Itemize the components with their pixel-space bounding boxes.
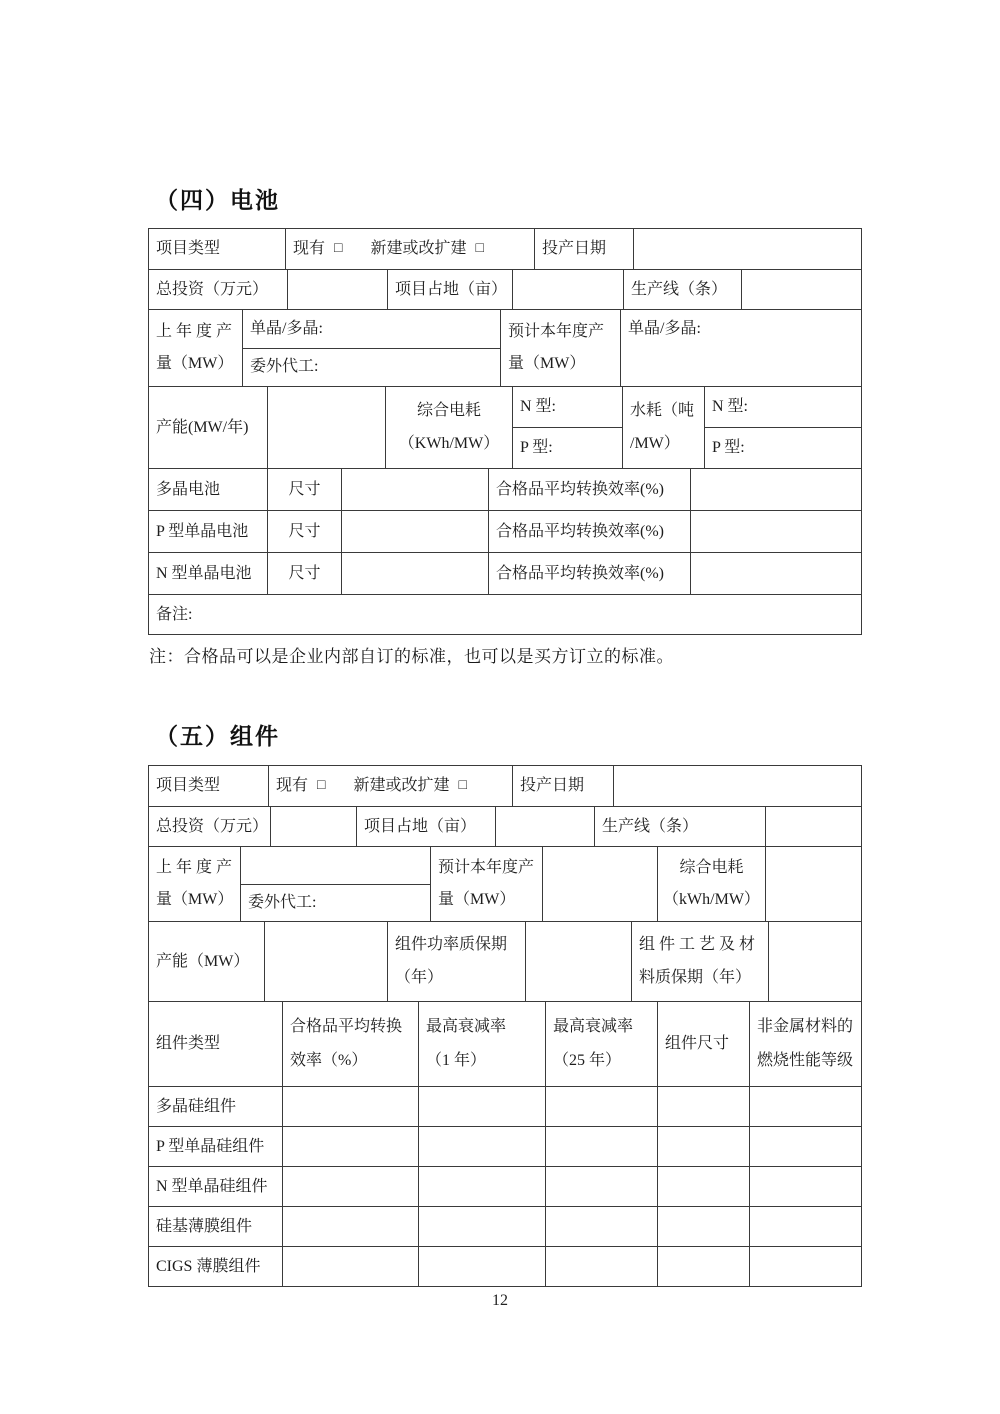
b-size-label: 尺寸 — [267, 469, 341, 510]
b-mono-multi-field: 单晶/多晶: — [250, 319, 323, 337]
m-row-thin-film-si — [149, 1206, 861, 1246]
m-module-type-name: P 型单晶硅组件 — [156, 1137, 265, 1155]
m-header-degradation-25yr: 最高衰减率 （25 年） — [545, 1002, 657, 1086]
m-power-warranty-value-cell — [525, 922, 631, 1001]
m-existing-checkbox-icon: □ — [317, 778, 326, 794]
m-header-fire-rating: 非金属材料的 燃烧性能等级 — [749, 1002, 861, 1086]
m-deg1-value-cell — [418, 1087, 545, 1126]
m-eff-value-cell — [282, 1127, 418, 1166]
m-power-warranty-label: 组件功率质保期 （年） — [387, 922, 525, 1001]
m-row-capacity — [149, 921, 861, 1001]
b-row-remark — [149, 594, 861, 634]
m-energy-value-cell — [765, 847, 861, 921]
m-production-lines-label: 生产线（条） — [594, 807, 765, 846]
m-eff-value-cell — [282, 1207, 418, 1246]
b-efficiency-label: 合格品平均转换效率(%) — [488, 511, 690, 552]
m-module-type-name: 硅基薄膜组件 — [156, 1217, 253, 1235]
m-header-degradation-1yr: 最高衰减率 （1 年） — [418, 1002, 545, 1086]
m-module-type-name: 多晶硅组件 — [156, 1097, 237, 1115]
m-material-warranty-value-cell — [768, 922, 861, 1001]
b-outsourcing-field: 委外代工: — [243, 348, 500, 387]
b-efficiency-value-cell — [690, 553, 861, 594]
m-deg25-value-cell — [545, 1167, 657, 1206]
b-production-lines-value-cell — [741, 270, 861, 309]
m-row-project-type — [149, 766, 861, 806]
b-est-year-output-label: 预计本年度产 量（MW） — [500, 310, 620, 386]
b-size-label: 尺寸 — [267, 511, 341, 552]
page-number: 12 — [492, 1292, 508, 1309]
m-est-year-output-label: 预计本年度产 量（MW） — [430, 847, 542, 921]
b-row-capacity — [149, 386, 861, 468]
m-size-value-cell — [657, 1127, 749, 1166]
m-deg1-value-cell — [418, 1247, 545, 1286]
b-energy-np-cell — [512, 387, 622, 468]
m-size-value-cell — [657, 1247, 749, 1286]
m-prev-year-detail-cell — [240, 847, 430, 921]
b-row-project-type — [149, 229, 861, 269]
m-eff-value-cell — [282, 1087, 418, 1126]
b-existing-checkbox-icon: □ — [334, 241, 343, 257]
b-existing-label: 现有 — [293, 240, 326, 257]
b-row-multi-cell — [149, 468, 861, 510]
m-project-type-options — [268, 766, 512, 806]
m-fire-value-cell — [749, 1207, 861, 1246]
m-production-lines-value-cell — [765, 807, 861, 846]
m-deg1-value-cell — [418, 1127, 545, 1166]
m-energy-consumption-label: 综合电耗 （kWh/MW） — [657, 847, 765, 921]
b-cell-type-name: N 型单晶电池 — [156, 564, 252, 582]
m-capacity-value-cell — [264, 922, 387, 1001]
b-size-value-cell — [341, 469, 488, 510]
b-prev-year-detail-cell — [242, 310, 500, 386]
b-total-investment-label: 总投资（万元） — [156, 280, 269, 298]
m-prev-year-value-subcell — [241, 847, 430, 884]
m-header-type: 组件类型 — [156, 1035, 221, 1052]
m-deg25-value-cell — [545, 1087, 657, 1126]
b-water-consumption-label: 水耗（吨 /MW） — [622, 387, 704, 468]
b-capacity-value-cell — [267, 387, 385, 468]
m-row-p-mono-si — [149, 1126, 861, 1166]
battery-footnote: 注：合格品可以是企业内部自订的标准，也可以是买方订立的标准。 — [149, 647, 674, 666]
m-land-area-value-cell — [495, 807, 594, 846]
m-eff-value-cell — [282, 1247, 418, 1286]
b-row-n-mono-cell — [149, 552, 861, 594]
m-deg25-value-cell — [545, 1127, 657, 1166]
m-deg25-value-cell — [545, 1247, 657, 1286]
m-module-type-name: N 型单晶硅组件 — [156, 1177, 268, 1195]
m-land-area-label: 项目占地（亩） — [356, 807, 495, 846]
b-size-value-cell — [341, 553, 488, 594]
b-water-p-type-field: P 型: — [705, 427, 861, 468]
m-fire-value-cell — [749, 1127, 861, 1166]
m-size-value-cell — [657, 1207, 749, 1246]
b-project-type-label: 项目类型 — [156, 240, 221, 257]
m-row-cigs — [149, 1246, 861, 1286]
m-prev-year-output-label: 上 年 度 产 量（MW） — [156, 859, 234, 908]
b-land-area-value-cell — [512, 270, 623, 309]
m-fire-value-cell — [749, 1247, 861, 1286]
m-production-date-value-cell — [613, 766, 861, 806]
b-est-mono-multi-field: 单晶/多晶: — [620, 310, 861, 386]
m-size-value-cell — [657, 1167, 749, 1206]
m-eff-value-cell — [282, 1167, 418, 1206]
m-total-investment-label: 总投资（万元） — [156, 817, 269, 835]
b-production-date-value-cell — [633, 229, 861, 269]
b-new-expand-checkbox-icon: □ — [475, 241, 484, 257]
m-deg25-value-cell — [545, 1207, 657, 1246]
b-size-value-cell — [341, 511, 488, 552]
battery-table — [148, 228, 862, 635]
m-est-year-value-cell — [542, 847, 657, 921]
m-fire-value-cell — [749, 1087, 861, 1126]
m-deg1-value-cell — [418, 1207, 545, 1246]
m-header-size: 组件尺寸 — [657, 1002, 749, 1086]
m-row-multi-si — [149, 1086, 861, 1126]
b-project-type-options — [285, 229, 534, 269]
b-water-n-type-field: N 型: — [712, 398, 749, 415]
section-module-title: （五）组件 — [155, 724, 280, 749]
m-capacity-label: 产能（MW） — [156, 952, 250, 970]
m-row-investment — [149, 806, 861, 846]
b-efficiency-label: 合格品平均转换效率(%) — [488, 553, 690, 594]
m-header-row — [149, 1001, 861, 1086]
m-production-date-label: 投产日期 — [512, 766, 613, 806]
b-total-investment-value-cell — [287, 270, 387, 309]
m-total-investment-value-cell — [270, 807, 356, 846]
b-efficiency-label: 合格品平均转换效率(%) — [488, 469, 690, 510]
b-remark-field: 备注: — [156, 605, 193, 623]
m-fire-value-cell — [749, 1167, 861, 1206]
m-header-efficiency: 合格品平均转换 效率（%） — [282, 1002, 418, 1086]
b-production-lines-label: 生产线（条） — [623, 270, 741, 309]
m-module-type-name: CIGS 薄膜组件 — [156, 1257, 261, 1275]
m-new-expand-checkbox-icon: □ — [458, 778, 467, 794]
m-existing-label: 现有 — [276, 777, 309, 794]
b-row-investment — [149, 269, 861, 309]
b-production-date-label: 投产日期 — [534, 229, 633, 269]
b-energy-p-type-field: P 型: — [513, 427, 622, 468]
b-energy-consumption-label: 综合电耗 （KWh/MW） — [385, 387, 512, 468]
section-battery-title: （四）电池 — [155, 188, 280, 213]
b-energy-n-type-field: N 型: — [520, 398, 557, 415]
b-cell-type-name: P 型单晶电池 — [156, 522, 249, 540]
m-outsourcing-field: 委外代工: — [241, 884, 430, 922]
m-size-value-cell — [657, 1087, 749, 1126]
b-water-np-cell — [704, 387, 861, 468]
b-prev-year-output-label: 上 年 度 产 量（MW） — [156, 323, 234, 372]
m-row-prev-year-output — [149, 846, 861, 921]
m-deg1-value-cell — [418, 1167, 545, 1206]
b-capacity-label: 产能(MW/年) — [156, 418, 249, 436]
b-cell-type-name: 多晶电池 — [156, 480, 221, 498]
module-table — [148, 765, 862, 1287]
m-project-type-label: 项目类型 — [156, 777, 221, 794]
b-row-prev-year-output — [149, 309, 861, 386]
m-material-warranty-label: 组 件 工 艺 及 材 料质保期（年） — [631, 922, 768, 1001]
b-new-expand-label: 新建或改扩建 — [370, 240, 467, 257]
b-land-area-label: 项目占地（亩） — [387, 270, 512, 309]
b-row-p-mono-cell — [149, 510, 861, 552]
b-efficiency-value-cell — [690, 511, 861, 552]
b-size-label: 尺寸 — [267, 553, 341, 594]
m-row-n-mono-si — [149, 1166, 861, 1206]
b-efficiency-value-cell — [690, 469, 861, 510]
m-new-expand-label: 新建或改扩建 — [353, 777, 450, 794]
